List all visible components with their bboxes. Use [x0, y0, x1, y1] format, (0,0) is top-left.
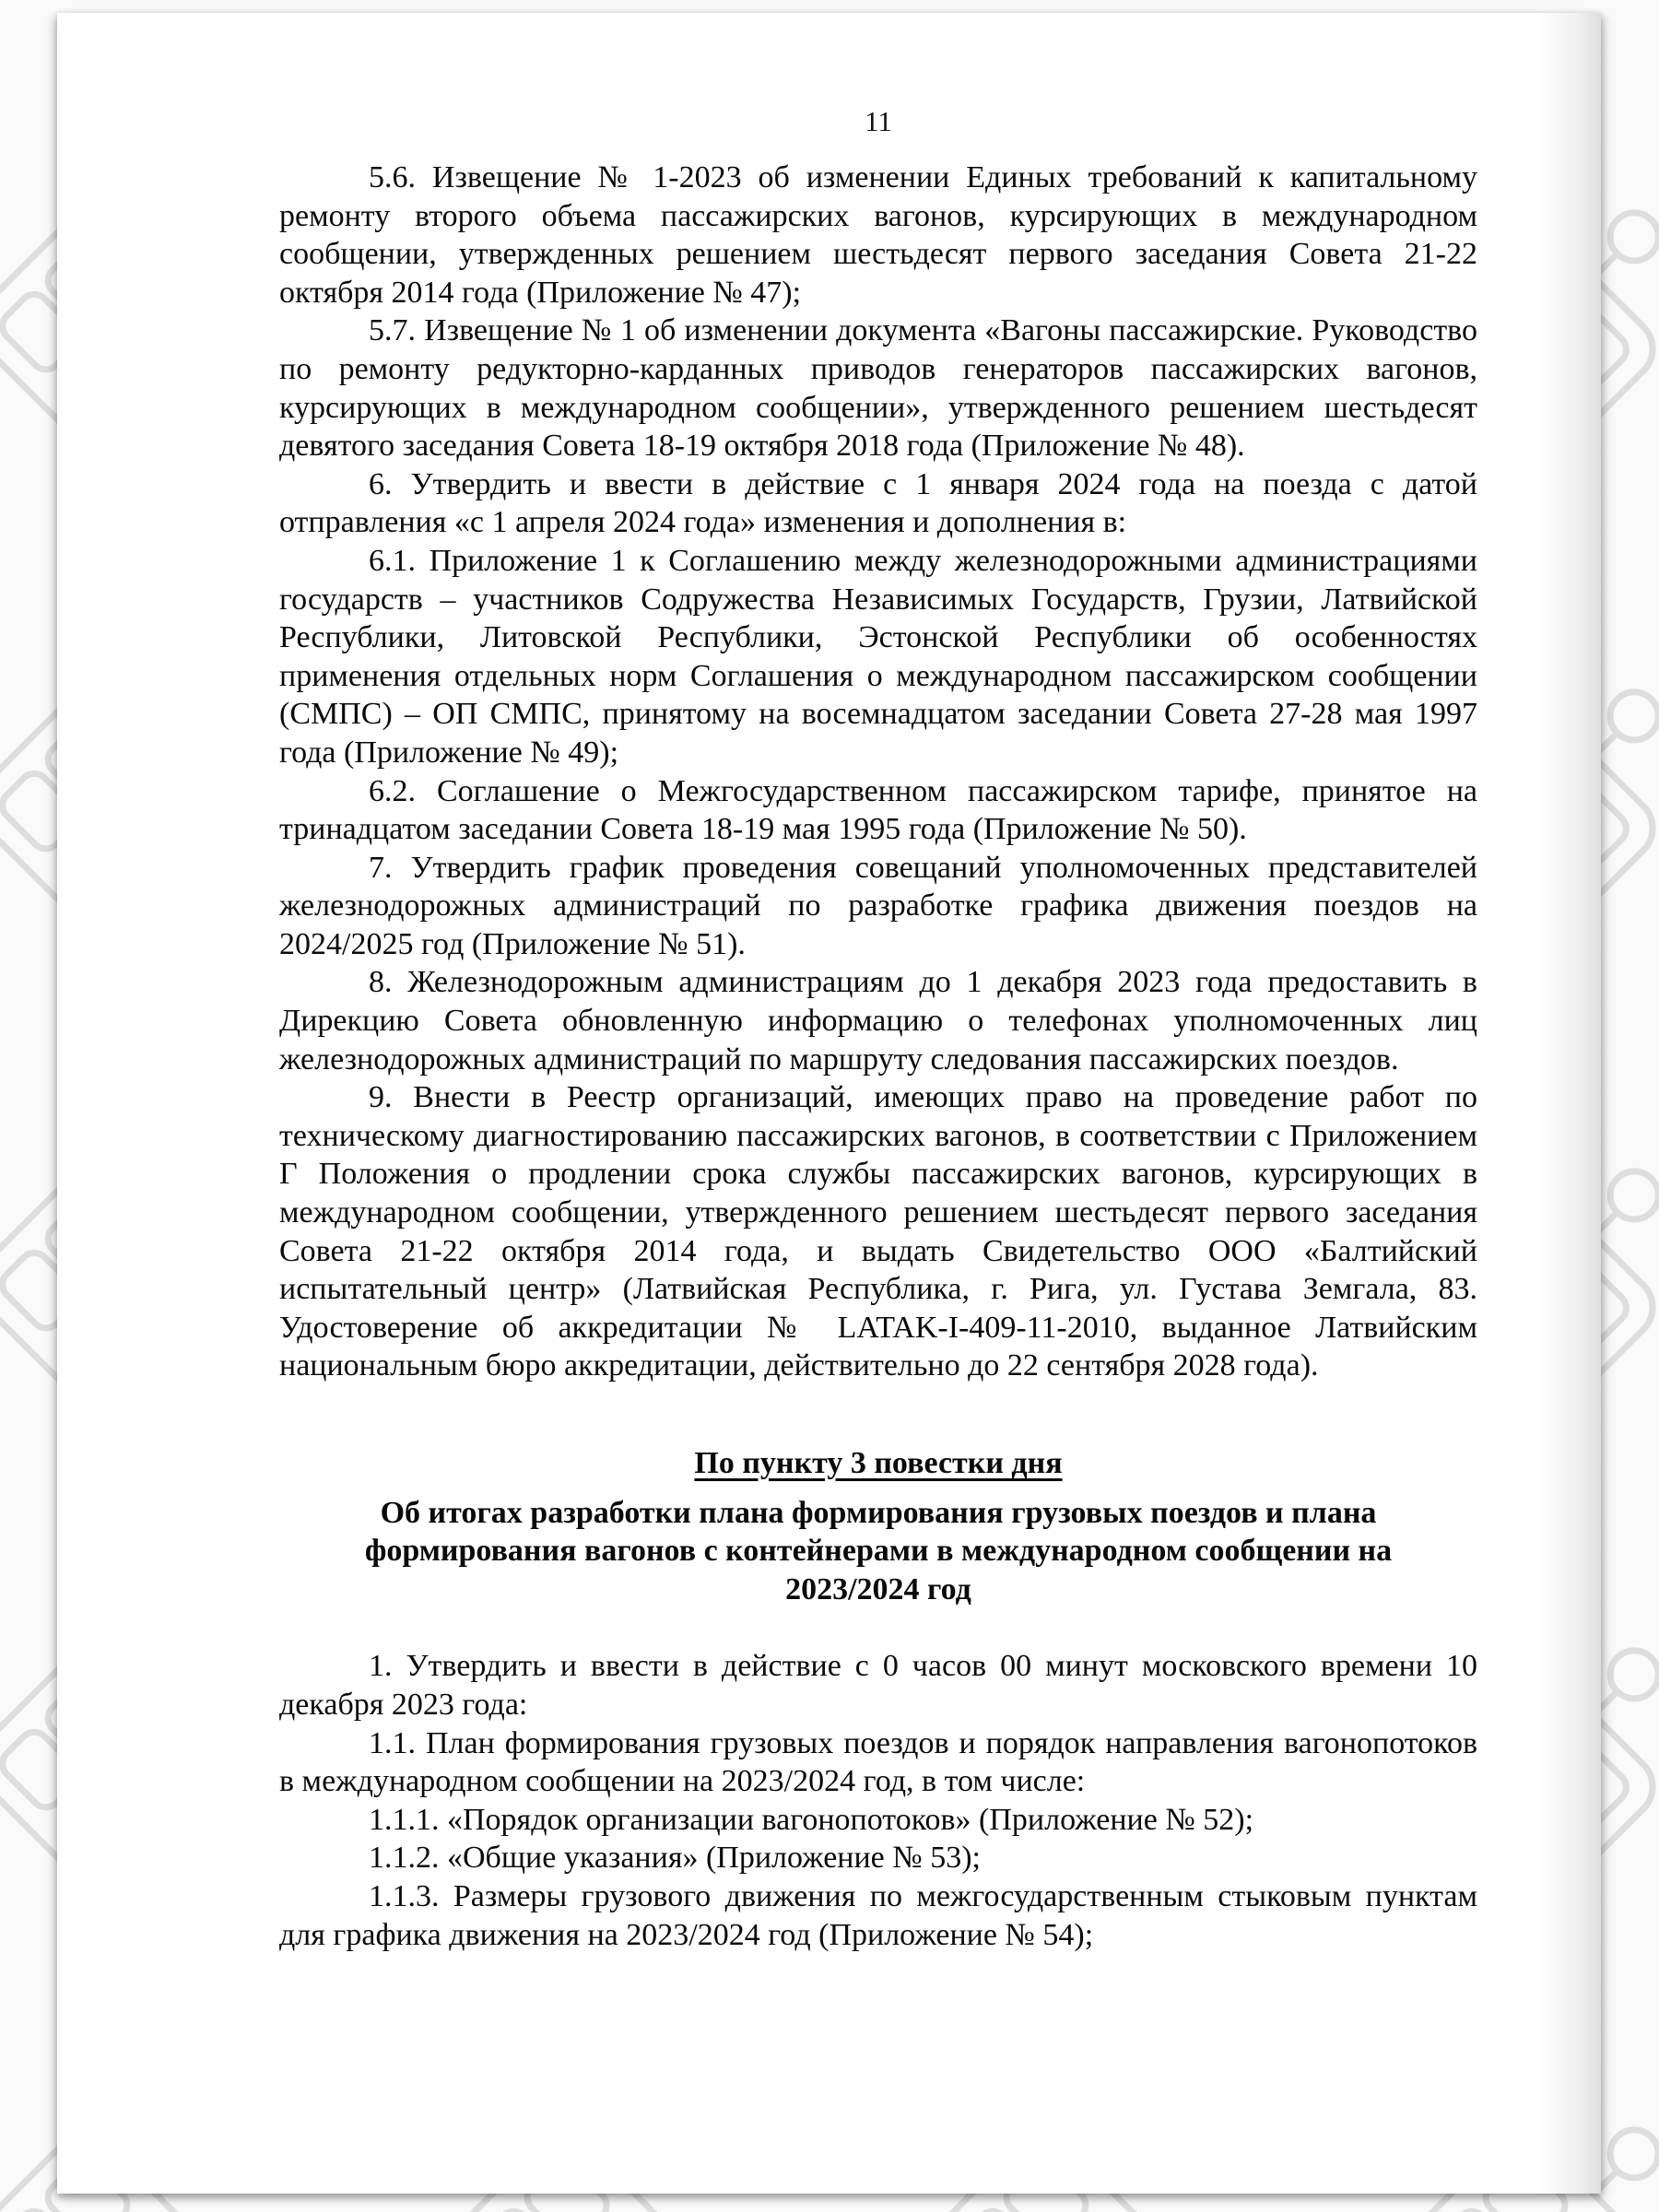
paragraph-6-1: 6.1. Приложение 1 к Соглашению между железнодорожными администрациями государств – участников Содружества Независимых Государств, Грузии, Латвийской Республики, Литовской Республики, Эстонской Республики об особенностях применения отдельных норм Соглашения о международном пассажирском сообщении (СМПС) – ОП СМПС, принятому на восемнадцатом заседании Совета 27-28 мая 1997 года (Приложение № 49);: [279, 543, 1477, 770]
paragraph-1-1: 1.1. План формирования грузовых поездов и порядок направления вагонопотоков в международном сообщении на 2023/2024 год, в том числе:: [279, 1725, 1477, 1799]
document-page: [57, 13, 1601, 2194]
paragraph-6-2: 6.2. Соглашение о Межгосударственном пассажирском тарифе, принятое на тринадцатом заседании Совета 18-19 мая 1995 года (Приложение № 50).: [279, 773, 1477, 847]
paragraph-8: 8. Железнодорожным администрациям до 1 декабря 2023 года предоставить в Дирекцию Совета обновленную информацию о телефонах уполномоченных лиц железнодорожных администраций по маршруту следования пассажирских поездов.: [279, 965, 1477, 1077]
document-body: [279, 159, 1477, 1954]
page-number: 11: [865, 105, 892, 137]
paragraph-5-6: 5.6. Извещение № 1-2023 об изменении Единых требований к капитальному ремонту второго объема пассажирских вагонов, курсирующих в международном сообщении, утвержденных решением шестьдесят первого заседания Совета 21-22 октября 2014 года (Приложение № 47);: [279, 160, 1477, 310]
paragraph-7: 7. Утвердить график проведения совещаний уполномоченных представителей железнодорожных администраций по разработке графика движения поездов на 2024/2025 год (Приложение № 51).: [279, 850, 1477, 961]
agenda-item-subheading: Об итогах разработки плана формирования грузовых поездов и плана формирования вагонов с контейнерами в международном сообщении на 2023/2024 год: [364, 1495, 1393, 1606]
paragraph-1-1-1: 1.1.1. «Порядок организации вагонопотоков» (Приложение № 52);: [369, 1802, 1254, 1837]
paragraph-9: 9. Внести в Реестр организаций, имеющих право на проведение работ по техническому диагностированию пассажирских вагонов, в соответствии с Приложением Г Положения о продлении срока службы пассажирских вагонов, курсирующих в международном сообщении, утвержденного решением шестьдесят первого заседания Совета 21-22 октября 2014 года, и выдать Свидетельство ООО «Балтийский испытательный центр» (Латвийская Республика, г. Рига, ул. Густава Земгала, 83. Удостоверение об аккредитации № LATAK-I-409-11-2010, выданное Латвийским национальным бюро аккредитации, действительно до 22 сентября 2028 года).: [279, 1080, 1477, 1383]
paragraph-5-7: 5.7. Извещение № 1 об изменении документа «Вагоны пассажирские. Руководство по ремонту редукторно-карданных приводов генераторов пассажирских вагонов, курсирующих в международном сообщении», утвержденного решением шестьдесят девятого заседания Совета 18-19 октября 2018 года (Приложение № 48).: [279, 313, 1477, 464]
paragraph-1-1-2: 1.1.2. «Общие указания» (Приложение № 53);: [369, 1841, 981, 1876]
paragraph-1: 1. Утвердить и ввести в действие с 0 часов 00 минут московского времени 10 декабря 2023 года:: [279, 1649, 1477, 1722]
paragraph-1-1-3: 1.1.3. Размеры грузового движения по межгосударственным стыковым пунктам для графика движения на 2023/2024 год (Приложение № 54);: [279, 1878, 1477, 1952]
agenda-item-heading: По пункту 3 повестки дня: [694, 1446, 1063, 1480]
paragraph-6: 6. Утвердить и ввести в действие с 1 января 2024 года на поезда с датой отправления «с 1 апреля 2024 года» изменения и дополнения в:: [279, 466, 1477, 540]
